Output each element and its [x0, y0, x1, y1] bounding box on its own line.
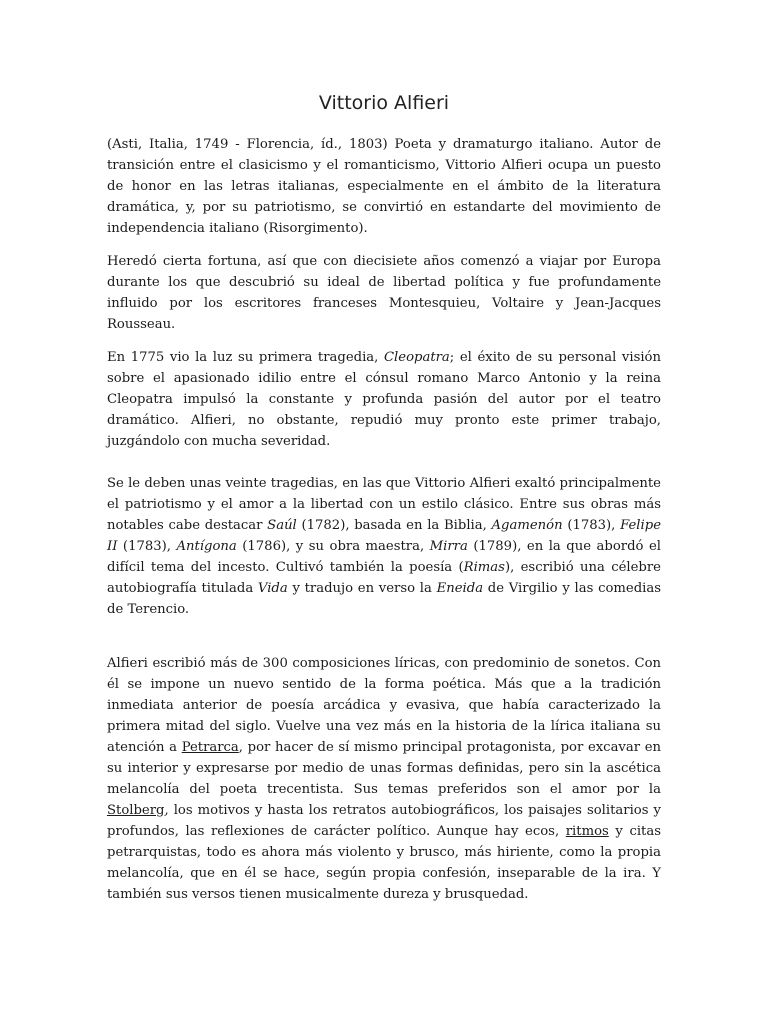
text-run: , por hacer de sí mismo principal protagonista, por excavar en su interior y expresarse por medio de unas formas definidas, pero sin la ascética melancolía del poeta trecentista. Sus temas preferidos son el amor por la	[107, 740, 662, 797]
text-run: (1782), basada en la Biblia,	[296, 518, 492, 533]
text-run: y tradujo en verso la	[287, 581, 437, 596]
text-run: , los motivos y hasta los retratos autobiográficos, los paisajes solitarios y profundos, las reflexiones de carácter político. Aunque hay ecos,	[107, 803, 661, 839]
title-vida: Vida	[257, 581, 288, 596]
title-cleopatra: Cleopatra	[383, 350, 450, 365]
page-title: Vittorio Alfieri	[318, 92, 450, 114]
text-run: Se le deben unas veinte tragedias, en las que Vittorio Alfieri exaltó principalmente el patriotismo y el amor a la libertad con un estilo clásico. Entre sus obras más notables cabe destacar	[107, 476, 661, 533]
text-run: Alfieri escribió más de 300 composiciones líricas, con predominio de sonetos. Con él se impone un nuevo sentido de la forma poética. Más que a la tradición inmediata anterior de poesía arcádica y evasiva, que había caracterizado la primera mitad del siglo. Vuelve una vez más en la historia de la lírica italiana su atención a	[107, 656, 661, 755]
title-rimas: Rimas	[463, 560, 505, 575]
text-run: ), escribió una célebre autobiografía titulada	[107, 560, 661, 596]
text-run: (1783),	[562, 518, 621, 533]
text-run: (1789), en la que abordó el difícil tema del incesto. Cultivó también la poesía (	[107, 539, 661, 575]
paragraph-travels: Heredó cierta fortuna, así que con diecisiete años comenzó a viajar por Europa durante los que descubrió su ideal de libertad política y fue profundamente influido por los escritores franceses Montesquieu, Voltaire y Jean-Jacques Rousseau.	[107, 254, 661, 332]
title-agamenon: Agamenón	[491, 518, 563, 533]
text-run: de Virgilio y las comedias de Terencio.	[107, 581, 661, 617]
document-page	[107, 88, 661, 905]
title-mirra: Mirra	[429, 539, 468, 554]
text-run: y citas petrarquistas, todo es ahora más violento y brusco, más hiriente, como la propia melancolía, que en él se hace, según propia confesión, inseparable de la ira. Y también sus versos tienen musicalmente dureza y brusquedad.	[107, 824, 661, 902]
text-run: (1786), y su obra maestra,	[236, 539, 430, 554]
title-eneida: Eneida	[436, 581, 484, 596]
link-petrarca[interactable]: Petrarca	[181, 740, 239, 755]
paragraph-lyrics	[107, 653, 661, 905]
link-ritmos[interactable]: ritmos	[565, 824, 609, 839]
paragraph-intro: (Asti, Italia, 1749 - Florencia, íd., 1803) Poeta y dramaturgo italiano. Autor de transición entre el clasicismo y el romanticismo, Vittorio Alfieri ocupa un puesto de honor en las letras italianas, especialmente en el ámbito de la literatura dramática, y, por su patriotismo, se convirtió en estandarte del movimiento de independencia italiano (Risorgimento).	[107, 137, 661, 236]
text-run: En 1775 vio la luz su primera tragedia,	[107, 350, 384, 365]
text-run: (1783),	[117, 539, 177, 554]
title-antigona: Antígona	[176, 539, 237, 554]
title-saul: Saúl	[267, 518, 297, 533]
link-stolberg[interactable]: Stolberg	[107, 803, 165, 818]
paragraph-cleopatra	[107, 347, 661, 452]
paragraph-tragedies	[107, 473, 661, 620]
text-run: ; el éxito de su personal visión sobre el apasionado idilio entre el cónsul romano Marco Antonio y la reina Cleopatra impulsó la constante y profunda pasión del autor por el teatro dramático. Alfieri, no obstante, repudió muy pronto este primer trabajo, juzgándolo con mucha severidad.	[107, 350, 661, 449]
title-felipe: Felipe II	[107, 518, 661, 554]
